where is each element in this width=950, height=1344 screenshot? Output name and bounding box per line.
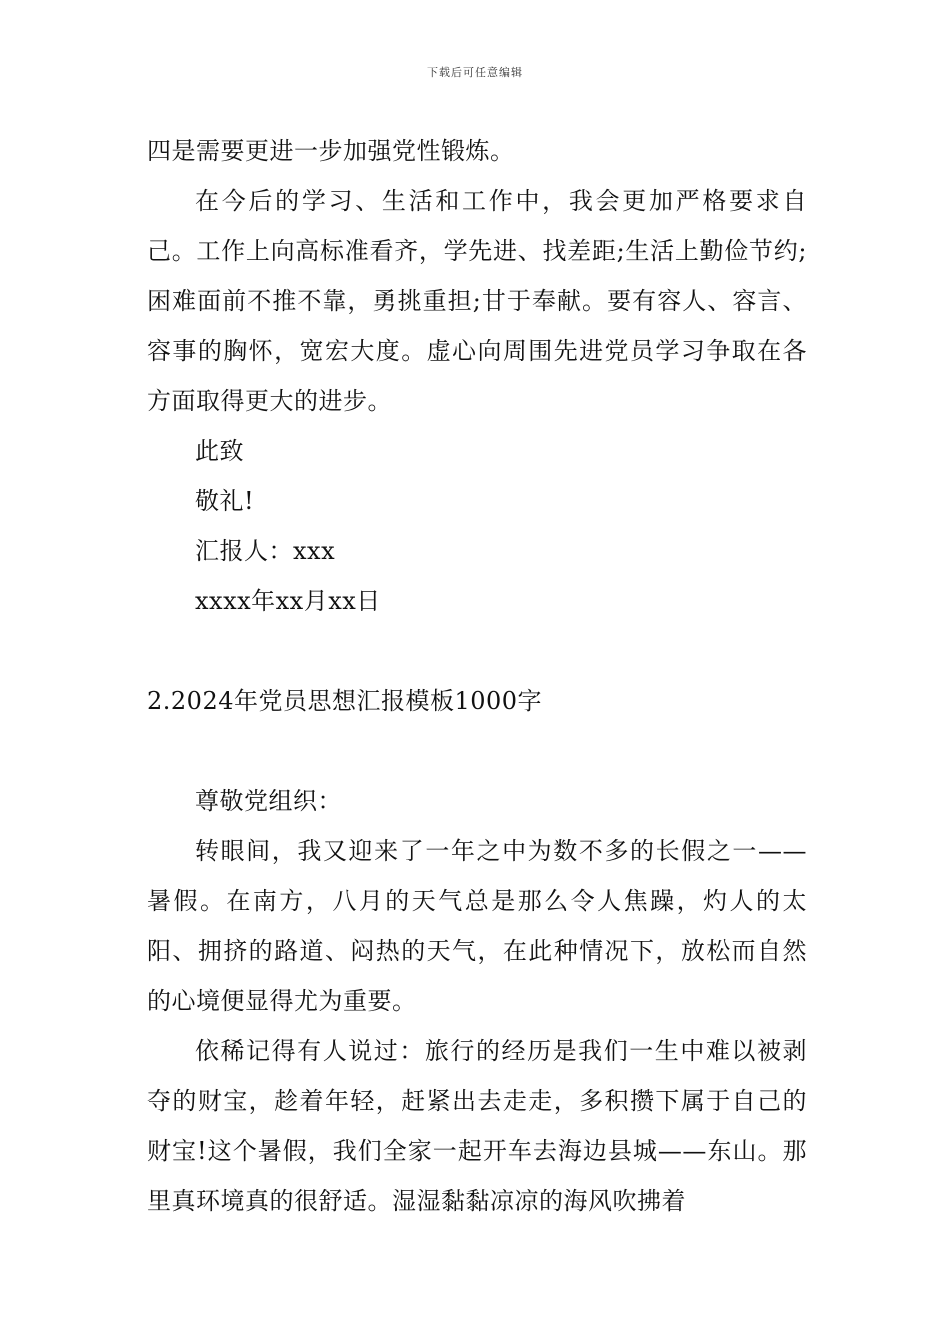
spacer bbox=[147, 726, 807, 776]
paragraph-future-commitment: 在今后的学习、生活和工作中，我会更加严格要求自己。工作上向高标准看齐，学先进、找差距;生活上勤俭节约;困难面前不推不靠，勇挑重担;甘于奉献。要有容人、容言、容事的胸怀，宽宏大度。虚心向周围先进党员学习争取在各方面取得更大的进步。 bbox=[147, 187, 807, 415]
closing-line-2: 敬礼! bbox=[195, 487, 255, 515]
paragraph-party-spirit: 四是需要更进一步加强党性锻炼。 bbox=[147, 137, 515, 165]
section-title: 2.2024年党员思想汇报模板1000字 bbox=[147, 687, 543, 715]
spacer bbox=[147, 626, 807, 676]
paragraph-summer-vacation: 转眼间，我又迎来了一年之中为数不多的长假之一——暑假。在南方，八月的天气总是那么令人焦躁，灼人的太阳、拥挤的路道、闷热的天气，在此种情况下，放松而自然的心境便显得尤为重要。 bbox=[147, 837, 807, 1015]
paragraph-travel: 依稀记得有人说过：旅行的经历是我们一生中难以被剥夺的财宝，趁着年轻，赶紧出去走走，多积攒下属于自己的财宝!这个暑假，我们全家一起开车去海边县城——东山。那里真环境真的很舒适。湿湿黏黏凉凉的海风吹拂着 bbox=[147, 1037, 807, 1215]
closing-line-1: 此致 bbox=[195, 437, 244, 465]
page-header-note: 下载后可任意编辑 bbox=[427, 66, 523, 79]
reporter-line: 汇报人：xxx bbox=[195, 537, 336, 565]
date-line: xxxx年xx月xx日 bbox=[195, 587, 381, 615]
document-body bbox=[147, 126, 807, 1226]
salutation: 尊敬党组织： bbox=[195, 787, 342, 815]
